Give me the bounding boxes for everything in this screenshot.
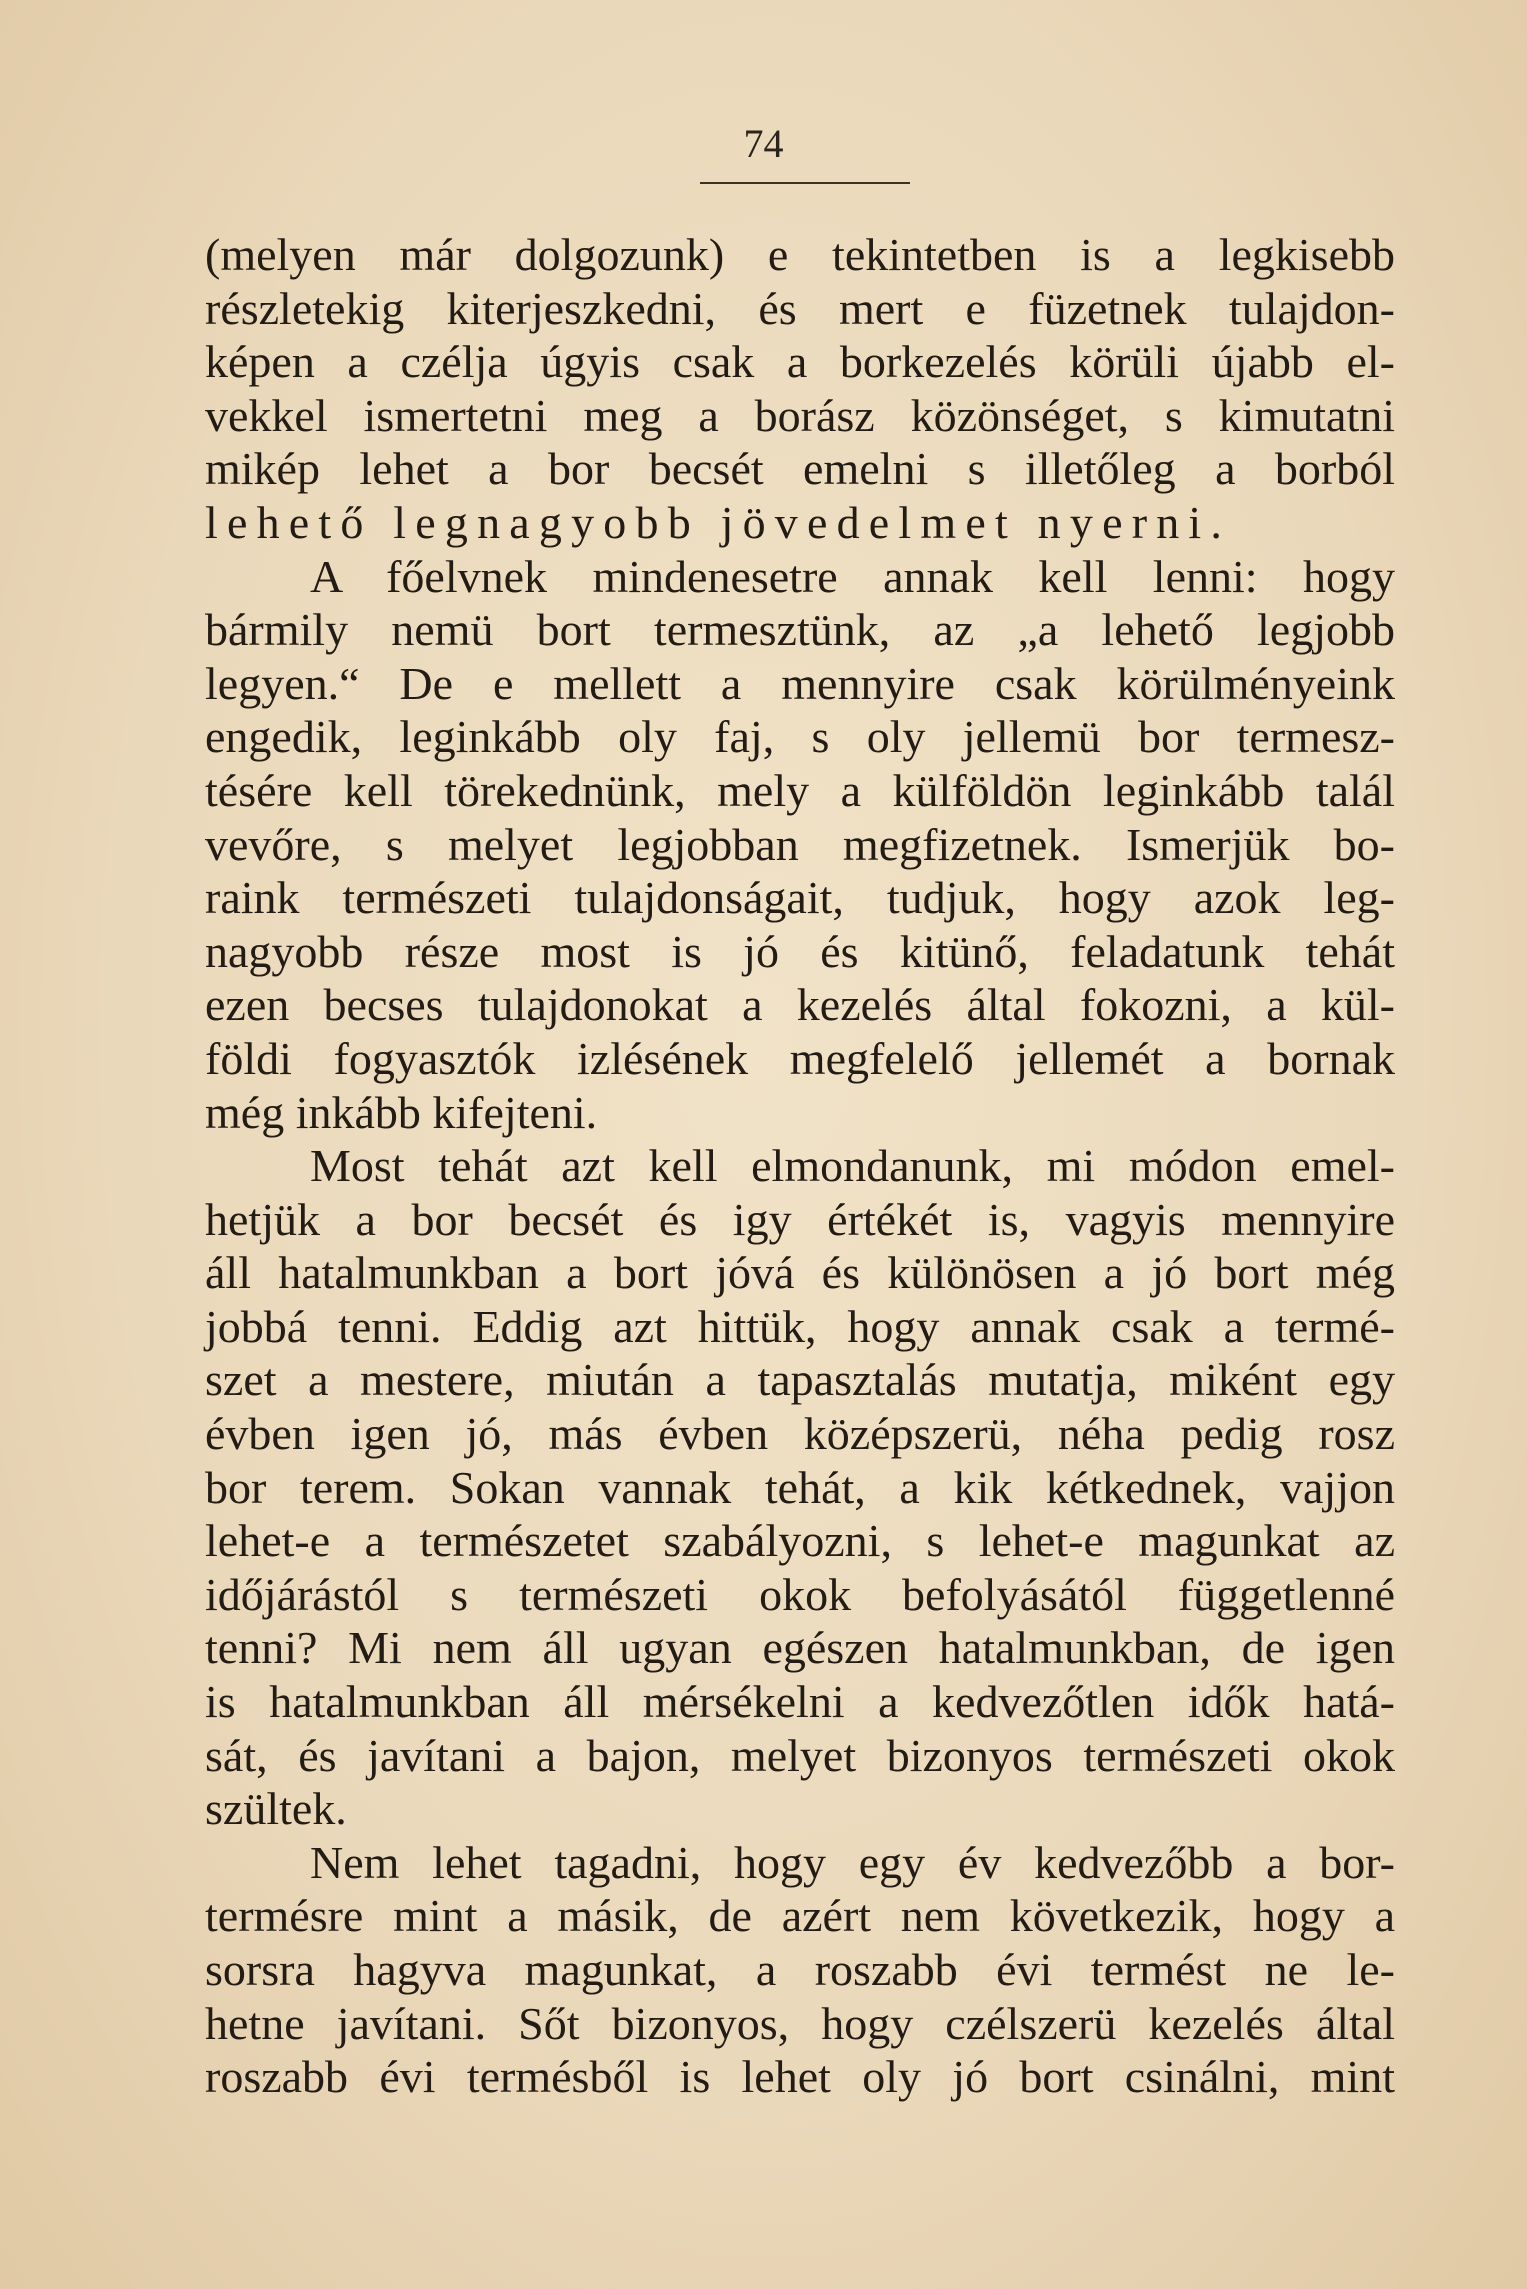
text-line: lehet-e a természetet szabályozni, s lehet-e magunkat az	[205, 1515, 1395, 1567]
text-line: sorsra hagyva magunkat, a roszabb évi termést ne le-	[205, 1944, 1395, 1995]
header-rule	[700, 182, 910, 184]
text-line: vekkel ismertetni meg a borász közönséget, s kimutatni	[205, 389, 1395, 441]
text-line: hetjük a bor becsét és igy értékét is, vagyis mennyire	[205, 1193, 1395, 1245]
text-line: (melyen már dolgozunk) e tekintetben is a legkisebb	[205, 229, 1395, 280]
text-line: bármily nemü bort termesztünk, az „a lehető legjobb	[205, 604, 1395, 656]
paragraph-start-line: A főelvnek mindenesetre annak kell lenni: hogy	[310, 550, 1395, 602]
text-line: nagyobb része most is jó és kitünő, feladatunk tehát	[205, 925, 1395, 977]
text-line: jobbá tenni. Eddig azt hittük, hogy annak csak a termé-	[205, 1300, 1395, 1352]
text-line: tenni? Mi nem áll ugyan egészen hatalmunkban, de igen	[205, 1622, 1395, 1674]
text-line: földi fogyasztók izlésének megfelelő jellemét a bornak	[205, 1032, 1395, 1084]
text-line: időjárástól s természeti okok befolyásától függetlenné	[205, 1568, 1395, 1620]
text-line: áll hatalmunkban a bort jóvá és különösen a jó bort még	[205, 1247, 1395, 1299]
text-line: vevőre, s melyet legjobban megfizetnek. Ismerjük bo-	[205, 818, 1395, 870]
text-line: termésre mint a másik, de azért nem következik, hogy a	[205, 1890, 1395, 1942]
text-line: legyen.“ De e mellett a mennyire csak körülményeink	[205, 657, 1395, 709]
paragraph-start-line: Most tehát azt kell elmondanunk, mi módon emel-	[310, 1140, 1395, 1192]
text-line: engedik, leginkább oly faj, s oly jellemü bor termesz-	[205, 711, 1395, 763]
text-line: hetne javítani. Sőt bizonyos, hogy czélszerü kezelés által	[205, 1997, 1395, 2049]
text-line: képen a czélja úgyis csak a borkezelés körüli újabb el-	[205, 336, 1395, 388]
text-line: szet a mestere, miután a tapasztalás mutatja, miként egy	[205, 1354, 1395, 1406]
text-line: szültek.	[205, 1783, 347, 1835]
text-line: roszabb évi termésből is lehet oly jó bort csinálni, mint	[205, 2051, 1395, 2103]
text-line: lehető legnagyobb jövedelmet nyerni.	[205, 496, 1232, 548]
text-line: tésére kell törekednünk, mely a külföldön leginkább talál	[205, 764, 1395, 816]
text-line: raink természeti tulajdonságait, tudjuk, hogy azok leg-	[205, 872, 1395, 924]
paragraph-start-line: Nem lehet tagadni, hogy egy év kedvezőbb a bor-	[310, 1836, 1395, 1888]
text-line: sát, és javítani a bajon, melyet bizonyos természeti okok	[205, 1729, 1395, 1781]
text-line: mikép lehet a bor becsét emelni s illetőleg a borból	[205, 443, 1395, 495]
page-number: 74	[743, 121, 784, 166]
text-line: is hatalmunkban áll mérsékelni a kedvezőtlen idők hatá-	[205, 1676, 1395, 1728]
text-line: még inkább kifejteni.	[205, 1086, 598, 1138]
text-line: részletekig kiterjeszkedni, és mert e füzetnek tulajdon-	[205, 282, 1395, 334]
text-line: bor terem. Sokan vannak tehát, a kik kétkednek, vajjon	[205, 1461, 1395, 1513]
text-line: évben igen jó, más évben középszerü, néha pedig rosz	[205, 1408, 1395, 1460]
text-line: ezen becses tulajdonokat a kezelés által fokozni, a kül-	[205, 979, 1395, 1031]
body-text	[205, 228, 1395, 2104]
